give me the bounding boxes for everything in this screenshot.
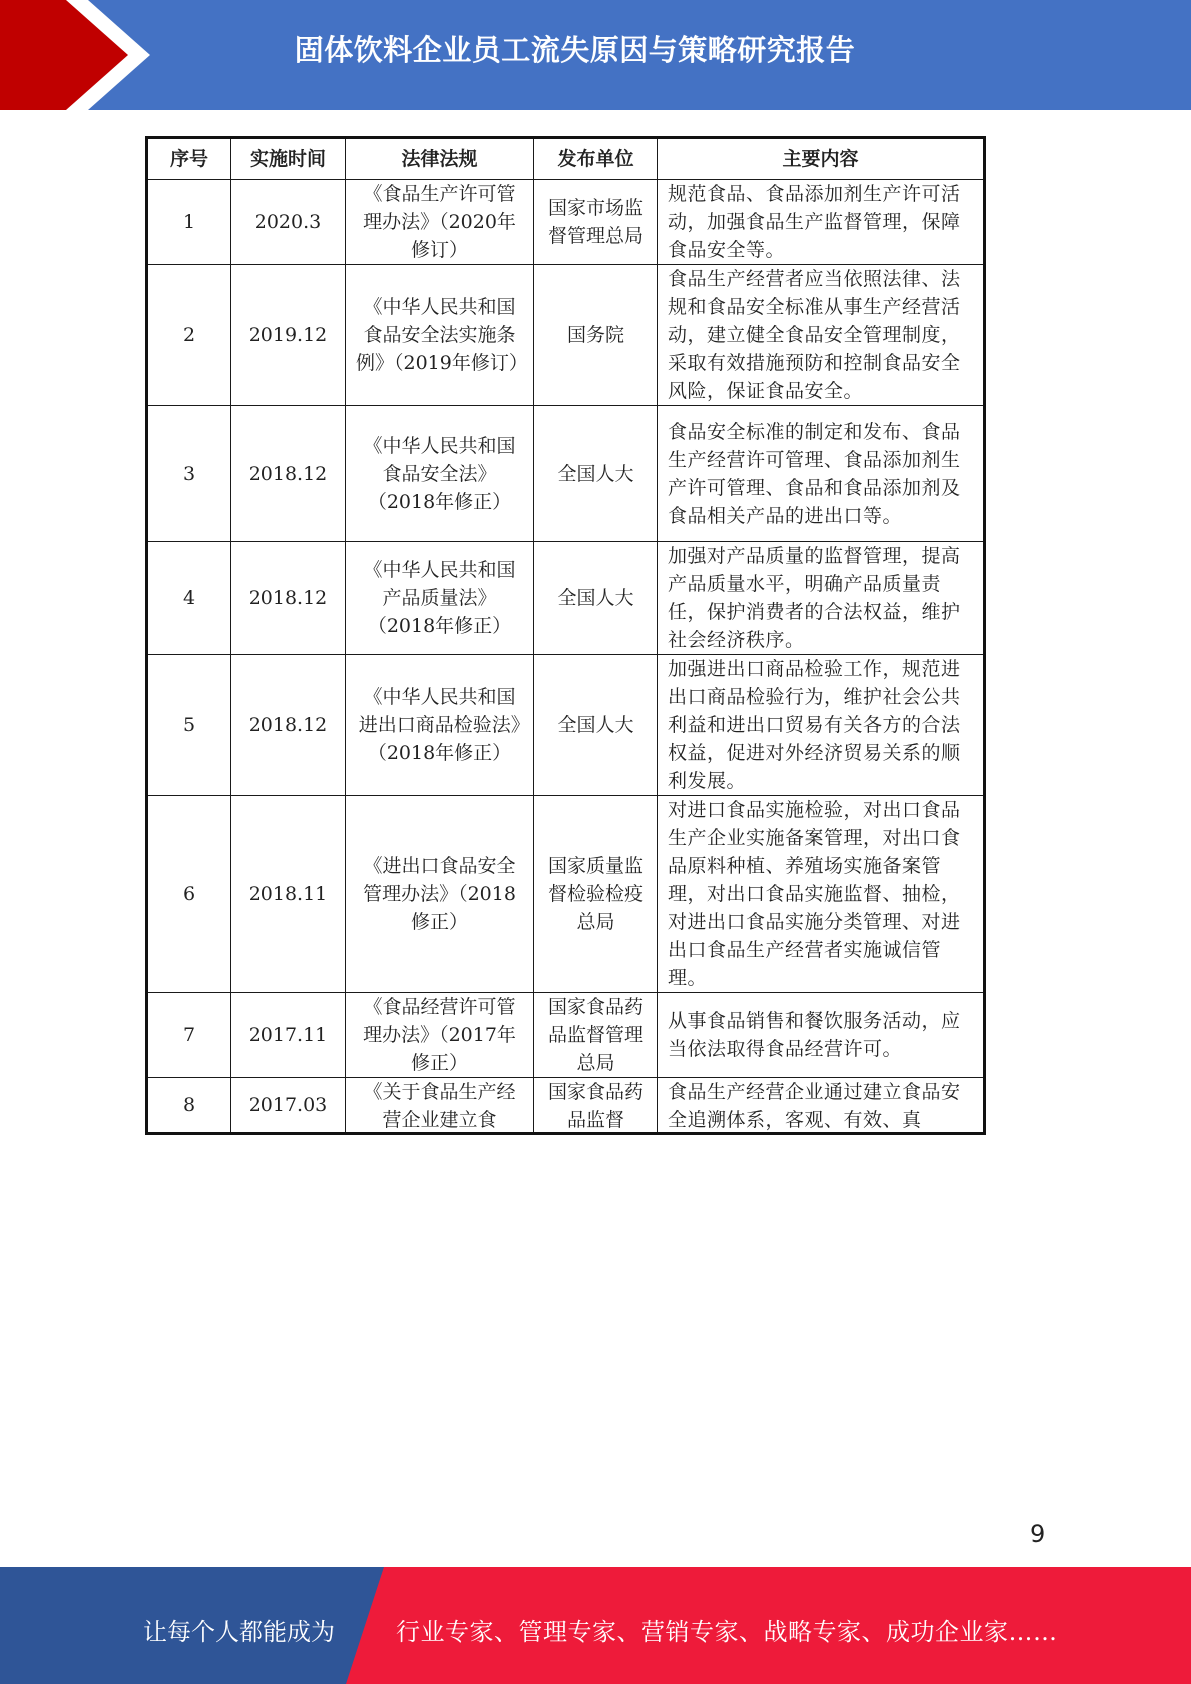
cell-date: 2017.03: [231, 1078, 346, 1134]
cell-date: 2018.11: [231, 796, 346, 993]
cell-law: 《食品生产许可管理办法》（2020年修订）: [346, 180, 534, 265]
page-header: [0, 0, 1191, 110]
table-row: [147, 655, 985, 796]
cell-issuer: [534, 1078, 658, 1134]
cell-law: 《食品经营许可管理办法》（2017年修正）: [346, 993, 534, 1078]
cell-content: 加强对产品质量的监督管理，提高产品质量水平，明确产品质量责任，保护消费者的合法权益，维护社会经济秩序。: [658, 542, 985, 655]
column-header-issuer: 发布单位: [534, 138, 658, 180]
regulations-table: [145, 136, 986, 1135]
cell-date: 2018.12: [231, 406, 346, 542]
header-arrow-icon: [0, 0, 140, 110]
cell-law: 《中华人民共和国食品安全法》（2018年修正）: [346, 406, 534, 542]
footer-slogan-left: 让每个人都能成为: [143, 1618, 335, 1646]
cell-content: 从事食品销售和餐饮服务活动，应当依法取得食品经营许可。: [658, 993, 985, 1078]
cell-no: 7: [147, 993, 231, 1078]
cell-law: [346, 1078, 534, 1134]
column-header-content: 主要内容: [658, 138, 985, 180]
cell-content: [658, 1078, 985, 1134]
footer-slogan-right: 行业专家、管理专家、营销专家、战略专家、成功企业家……: [396, 1618, 1058, 1646]
cell-date: 2017.11: [231, 993, 346, 1078]
cell-no: 2: [147, 265, 231, 406]
table-row: [147, 542, 985, 655]
cell-content: 食品安全标准的制定和发布、食品生产经营许可管理、食品添加剂生产许可管理、食品和食品添加剂及食品相关产品的进出口等。: [658, 406, 985, 542]
cell-law: 《中华人民共和国食品安全法实施条例》（2019年修订）: [346, 265, 534, 406]
cell-law: 《进出口食品安全管理办法》（2018 修正）: [346, 796, 534, 993]
cell-content: 加强进出口商品检验工作，规范进出口商品检验行为，维护社会公共利益和进出口贸易有关各方的合法权益，促进对外经济贸易关系的顺利发展。: [658, 655, 985, 796]
cell-no: 8: [147, 1078, 231, 1134]
cell-issuer: 全国人大: [534, 406, 658, 542]
page-footer: [0, 1567, 1191, 1684]
cell-no: 3: [147, 406, 231, 542]
cell-date: 2018.12: [231, 655, 346, 796]
cell-law: 《中华人民共和国进出口商品检验法》（2018年修正）: [346, 655, 534, 796]
cell-issuer-text: 国家食品药品监督: [547, 1081, 643, 1131]
cell-date: 2019.12: [231, 265, 346, 406]
cell-issuer: 国务院: [534, 265, 658, 406]
table-row: [147, 796, 985, 993]
page-number: 9: [1030, 1520, 1046, 1548]
cell-content: 对进口食品实施检验，对出口食品生产企业实施备案管理，对出口食品原料种植、养殖场实施备案管理，对出口食品实施监督、抽检，对进出口食品实施分类管理、对进出口食品生产经营者实施诚信管理。: [658, 796, 985, 993]
column-header-no: 序号: [147, 138, 231, 180]
cell-law-text: 《关于食品生产经营企业建立食: [363, 1081, 516, 1131]
cell-content: 食品生产经营者应当依照法律、法规和食品安全标准从事生产经营活动，建立健全食品安全管理制度，采取有效措施预防和控制食品安全风险，保证食品安全。: [658, 265, 985, 406]
cell-issuer: 全国人大: [534, 655, 658, 796]
table-row: [147, 406, 985, 542]
cell-content-text: 食品生产经营企业通过建立食品安全追溯体系，客观、有效、真: [668, 1081, 961, 1131]
column-header-law: 法律法规: [346, 138, 534, 180]
table-row: [147, 265, 985, 406]
cell-date: 2018.12: [231, 542, 346, 655]
cell-no: 5: [147, 655, 231, 796]
cell-issuer: 国家市场监督管理总局: [534, 180, 658, 265]
cell-law: 《中华人民共和国产品质量法》（2018年修正）: [346, 542, 534, 655]
cell-no: 1: [147, 180, 231, 265]
column-header-date: 实施时间: [231, 138, 346, 180]
cell-no: 6: [147, 796, 231, 993]
report-title: 固体饮料企业员工流失原因与策略研究报告: [294, 33, 856, 67]
table-row: [147, 180, 985, 265]
cell-content: 规范食品、食品添加剂生产许可活动，加强食品生产监督管理，保障食品安全等。: [658, 180, 985, 265]
cell-date: 2020.3: [231, 180, 346, 265]
table-row: [147, 993, 985, 1078]
table-header-row: [147, 138, 985, 180]
cell-issuer: 国家质量监督检验检疫总局: [534, 796, 658, 993]
cell-no: 4: [147, 542, 231, 655]
cell-issuer: 全国人大: [534, 542, 658, 655]
table-row: [147, 1078, 985, 1134]
cell-issuer: 国家食品药品监督管理总局: [534, 993, 658, 1078]
